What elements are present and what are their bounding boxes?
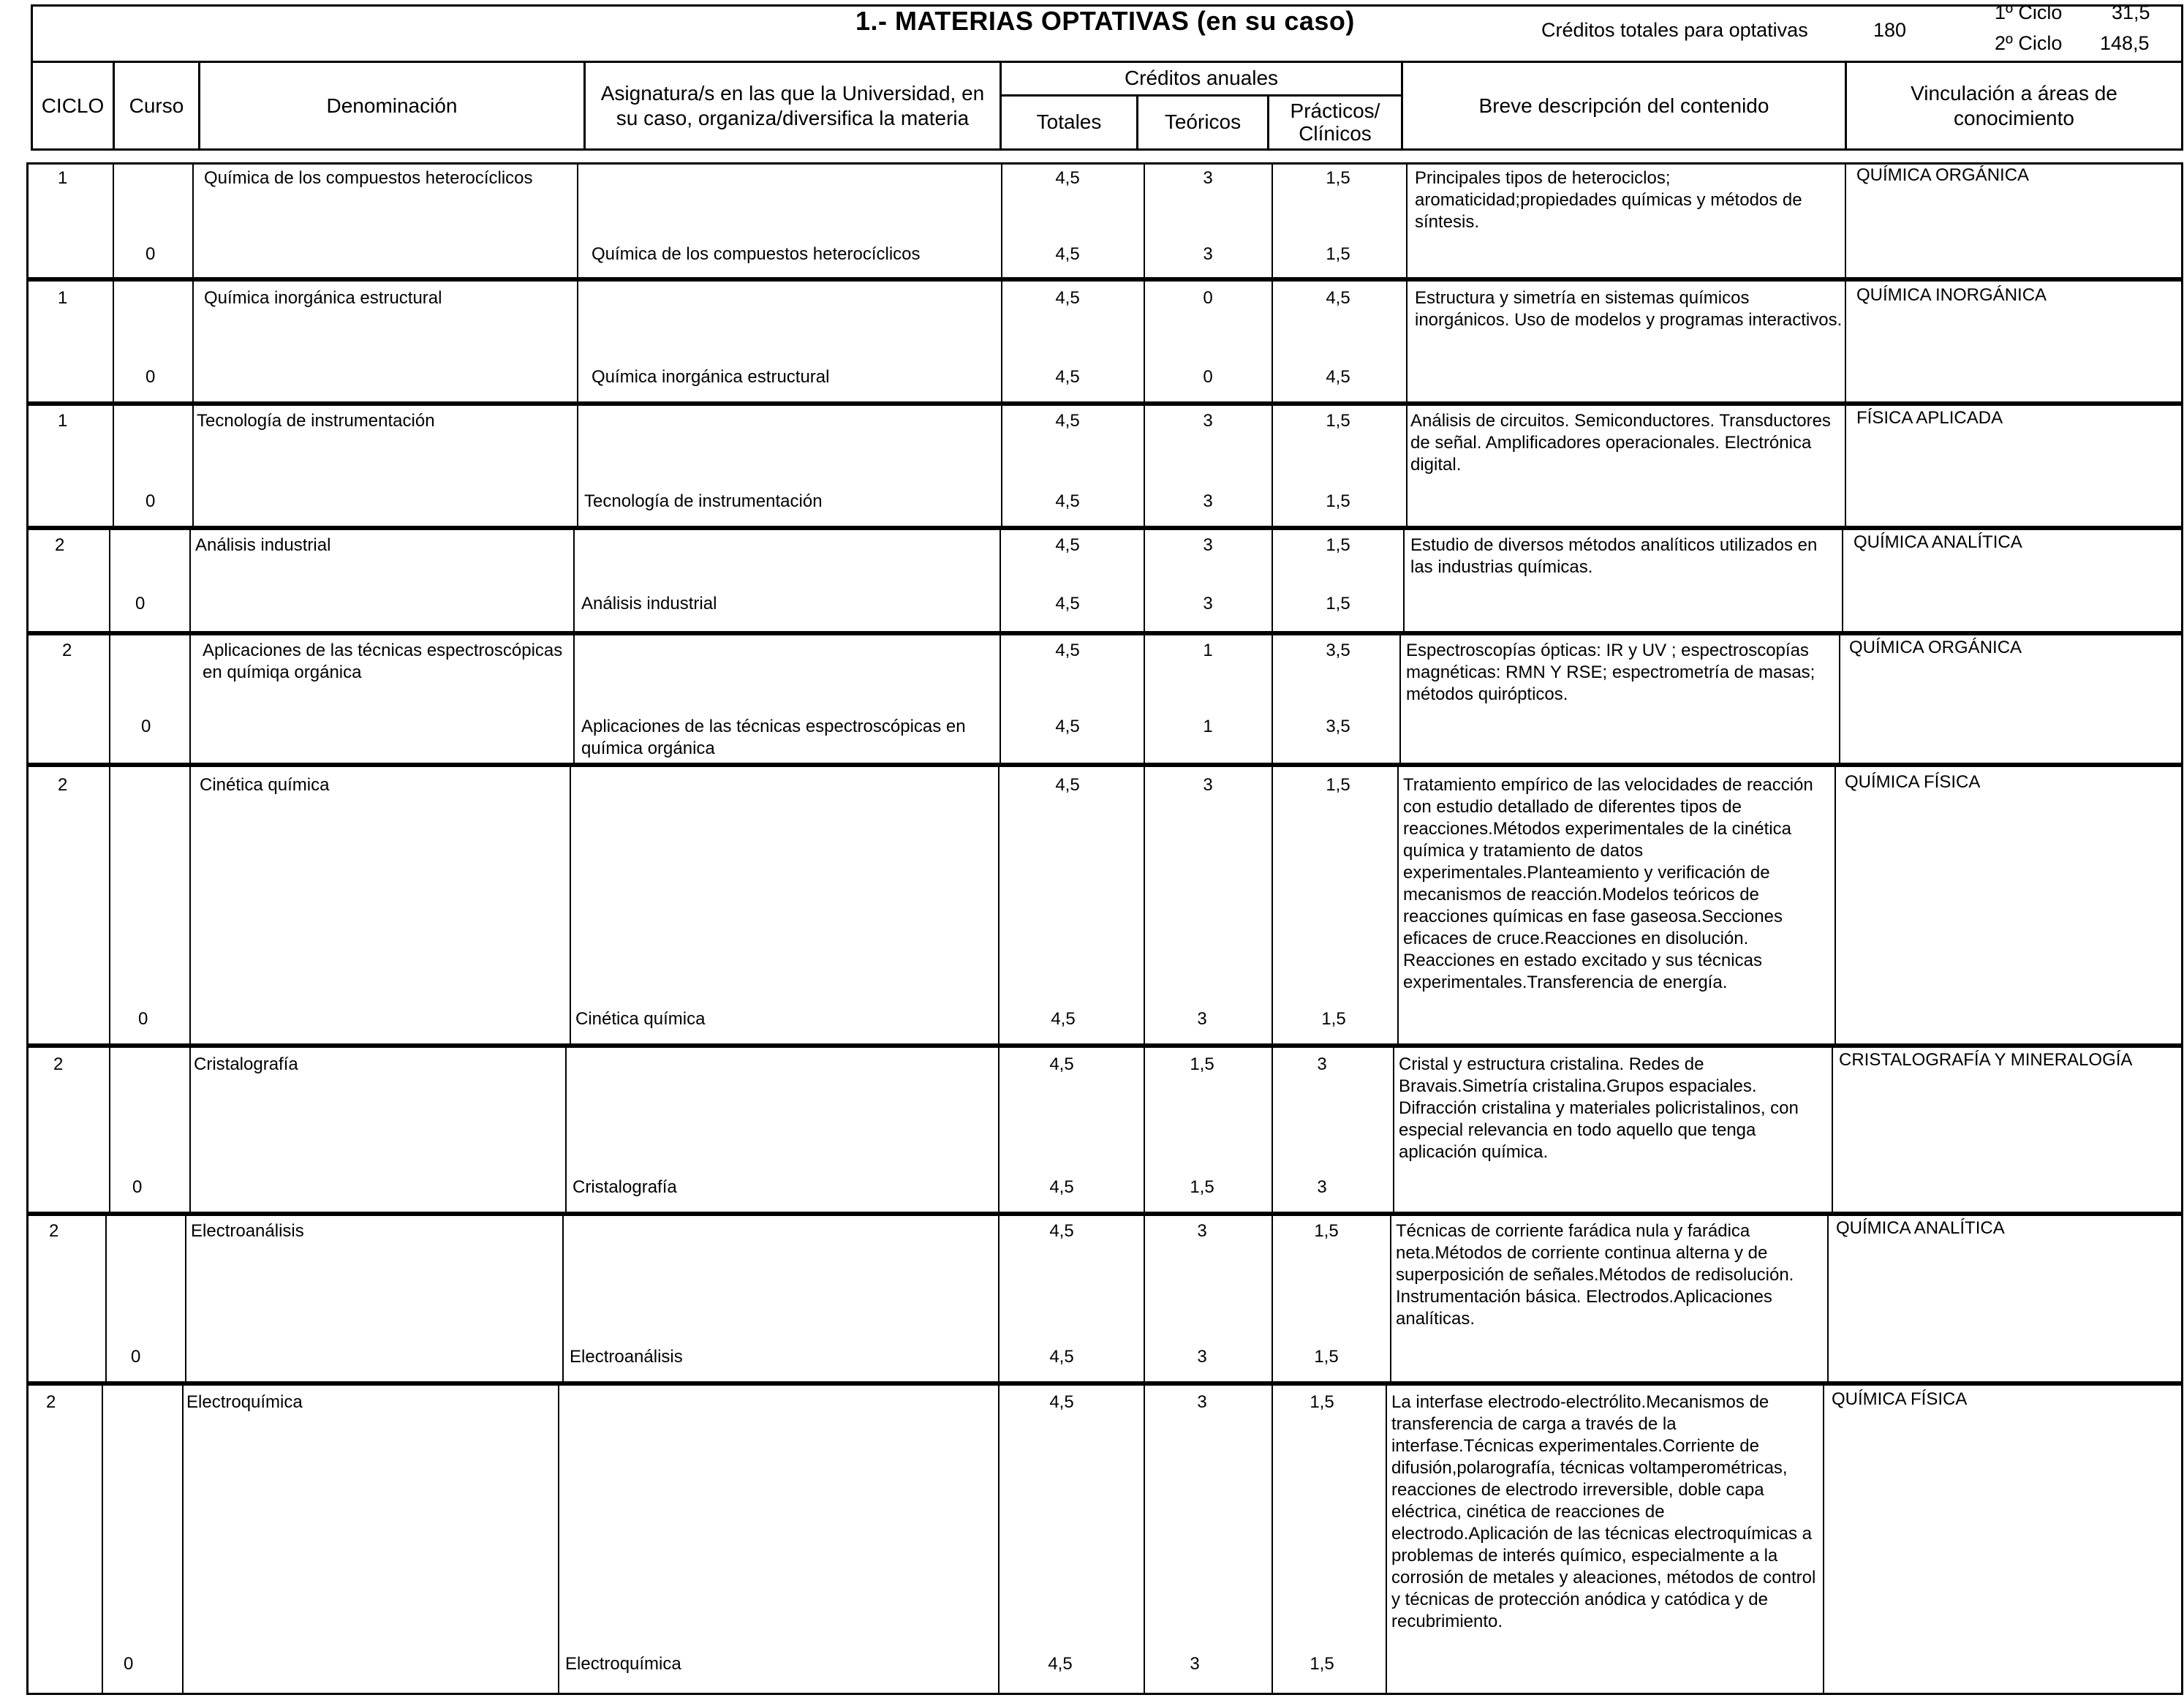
row-area: QUÍMICA ANALÍTICA <box>1854 532 2022 552</box>
row-totales: 4,5 <box>1055 535 1080 555</box>
col-practicos: Prácticos/ Clínicos <box>1267 94 1403 151</box>
row-ciclo: 2 <box>49 1221 59 1241</box>
row-asignatura: Análisis industrial <box>581 594 717 613</box>
row-curso: 0 <box>135 594 146 613</box>
row-asignatura: Química inorgánica estructural <box>592 367 830 387</box>
row-teoricos: 3 <box>1203 775 1213 795</box>
row-practicos: 1,5 <box>1326 775 1350 795</box>
row-area: QUÍMICA ANALÍTICA <box>1836 1218 2005 1238</box>
row-descripcion: Análisis de circuitos. Semiconductores. Transductores de señal. Amplificadores operacionales. Electrónica digital. <box>1410 411 1831 475</box>
row-asig-practicos: 1,5 <box>1326 594 1350 613</box>
row-curso: 0 <box>131 1347 141 1367</box>
col-descripcion: Breve descripción del contenido <box>1401 63 1847 151</box>
row-curso: 0 <box>146 491 156 511</box>
row-denominacion: Tecnología de instrumentación <box>197 411 435 431</box>
col-teoricos: Teóricos <box>1136 94 1269 151</box>
row-ciclo: 1 <box>58 288 68 308</box>
row-asig-practicos: 1,5 <box>1310 1654 1334 1674</box>
row-asig-totales: 4,5 <box>1055 244 1080 264</box>
col-totales: Totales <box>1000 94 1138 151</box>
row-teoricos: 3 <box>1203 168 1213 188</box>
table-row <box>26 1383 2183 1695</box>
row-asig-teoricos: 3 <box>1203 594 1213 613</box>
row-asig-teoricos: 3 <box>1203 244 1213 264</box>
row-asig-totales: 4,5 <box>1055 367 1080 387</box>
row-ciclo: 2 <box>46 1392 56 1412</box>
row-curso: 0 <box>146 244 156 264</box>
table-row <box>26 279 2183 404</box>
row-descripcion: Cristal y estructura cristalina. Redes de Bravais.Simetría cristalina.Grupos espaciales. Difracción cristalina y materiales policristalinos, con especial relevancia en todo aquello que tenga aplicación química. <box>1399 1054 1799 1162</box>
row-area: FÍSICA APLICADA <box>1856 408 2003 428</box>
row-asig-teoricos: 0 <box>1203 367 1213 387</box>
row-asignatura: Aplicaciones de las técnicas espectroscópicas en química orgánica <box>581 717 966 758</box>
page-title: 1.- MATERIAS OPTATIVAS (en su caso) <box>855 6 1355 36</box>
row-asig-practicos: 1,5 <box>1314 1347 1339 1367</box>
row-descripcion: La interfase electrodo-electrólito.Mecanismos de transferencia de carga a través de la interfase.Técnicas experimentales.Corriente de difusión,polarografía, técnicas voltamperométricas, reacciones de electrodo irreversible, doble capa eléctrica, cinética de reacciones de electrodo.Aplicación de las técnicas electroquímicas a problemas de interés químico, especialmente a la corrosión de metales y aleaciones, métodos de control y técnicas de protección anódica y catódica y de recubrimiento. <box>1391 1392 1816 1631</box>
row-asig-practicos: 1,5 <box>1326 491 1350 511</box>
table-row <box>26 162 2183 279</box>
row-practicos: 1,5 <box>1314 1221 1339 1241</box>
row-ciclo: 2 <box>62 641 72 660</box>
row-asig-teoricos: 3 <box>1190 1654 1200 1674</box>
row-teoricos: 3 <box>1197 1221 1207 1241</box>
row-totales: 4,5 <box>1055 775 1080 795</box>
row-teoricos: 3 <box>1203 535 1213 555</box>
table-row <box>26 633 2183 765</box>
row-area: QUÍMICA ORGÁNICA <box>1849 638 2022 657</box>
row-asig-teoricos: 3 <box>1197 1009 1207 1029</box>
col-denominacion: Denominación <box>198 63 586 151</box>
row-denominacion: Química inorgánica estructural <box>204 288 442 308</box>
row-asig-practicos: 1,5 <box>1321 1009 1346 1029</box>
row-denominacion: Análisis industrial <box>195 535 331 555</box>
row-denominacion: Electroquímica <box>186 1392 303 1412</box>
row-area: QUÍMICA FÍSICA <box>1845 772 1981 792</box>
row-asig-totales: 4,5 <box>1049 1347 1074 1367</box>
row-asig-teoricos: 3 <box>1203 491 1213 511</box>
row-descripcion: Tratamiento empírico de las velocidades de reacción con estudio detallado de diferentes tipos de reacciones.Métodos experimentales de la cinética química y tratamiento de datos experimentales.Planteamiento y verificación de mecanismos de reacción.Modelos teóricos de reacciones químicas en fase gaseosa.Secciones eficaces de cruce.Reacciones en disolución. Reacciones en estado excitado y sus técnicas experimentales.Transferencia de energía. <box>1403 775 1813 992</box>
row-totales: 4,5 <box>1055 288 1080 308</box>
row-practicos: 1,5 <box>1326 411 1350 431</box>
row-practicos: 3 <box>1317 1054 1327 1074</box>
row-asig-teoricos: 1 <box>1203 717 1213 736</box>
row-ciclo: 2 <box>58 775 68 795</box>
row-curso: 0 <box>146 367 156 387</box>
row-practicos: 4,5 <box>1326 288 1350 308</box>
row-area: QUÍMICA INORGÁNICA <box>1856 285 2047 305</box>
table-row <box>26 528 2183 633</box>
row-asig-teoricos: 1,5 <box>1190 1177 1214 1197</box>
row-ciclo: 2 <box>53 1054 64 1074</box>
row-ciclo: 2 <box>55 535 65 555</box>
col-ciclo: CICLO <box>31 63 115 151</box>
row-asig-practicos: 3,5 <box>1326 717 1350 736</box>
row-totales: 4,5 <box>1055 641 1080 660</box>
row-asig-practicos: 4,5 <box>1326 367 1350 387</box>
row-asig-totales: 4,5 <box>1051 1009 1076 1029</box>
row-asig-totales: 4,5 <box>1048 1654 1073 1674</box>
row-descripcion: Técnicas de corriente farádica nula y farádica neta.Métodos de corriente continua alterna y de superposición de señales.Métodos de redisolución. Instrumentación básica. Electrodos.Aplicaciones analíticas. <box>1396 1221 1794 1329</box>
row-curso: 0 <box>138 1009 148 1029</box>
row-denominacion: Electroanálisis <box>191 1221 304 1241</box>
row-ciclo: 1 <box>58 168 68 188</box>
row-totales: 4,5 <box>1049 1054 1074 1074</box>
row-denominacion: Cristalografía <box>194 1054 298 1074</box>
row-asig-practicos: 3 <box>1317 1177 1327 1197</box>
row-denominacion: Aplicaciones de las técnicas espectroscópicas en químiqa orgánica <box>203 641 563 682</box>
row-curso: 0 <box>141 717 151 736</box>
row-descripcion: Estudio de diversos métodos analíticos utilizados en las industrias químicas. <box>1410 535 1818 577</box>
row-asig-totales: 4,5 <box>1055 717 1080 736</box>
col-vinculacion: Vinculación a áreas de conocimiento <box>1845 63 2183 151</box>
cycle-2-label: 2º Ciclo <box>1995 32 2063 54</box>
row-curso: 0 <box>132 1177 143 1197</box>
col-creditos-anuales: Créditos anuales <box>1000 63 1403 97</box>
row-totales: 4,5 <box>1055 168 1080 188</box>
cycle-1-label: 1º Ciclo <box>1995 1 2063 23</box>
row-practicos: 1,5 <box>1326 535 1350 555</box>
row-asig-totales: 4,5 <box>1049 1177 1074 1197</box>
row-denominacion: Química de los compuestos heterocíclicos <box>204 168 533 188</box>
table-row <box>26 1214 2183 1383</box>
row-totales: 4,5 <box>1049 1221 1074 1241</box>
row-ciclo: 1 <box>58 411 68 431</box>
row-teoricos: 3 <box>1197 1392 1207 1412</box>
col-curso: Curso <box>113 63 200 151</box>
row-asignatura: Electroquímica <box>565 1654 681 1674</box>
row-area: QUÍMICA FÍSICA <box>1832 1389 1968 1409</box>
table-row <box>26 1046 2183 1214</box>
row-totales: 4,5 <box>1049 1392 1074 1412</box>
col-asignaturas: Asignatura/s en las que la Universidad, en su caso, organiza/diversifica la materia <box>583 63 1002 151</box>
row-teoricos: 3 <box>1203 411 1213 431</box>
row-asignatura: Electroanálisis <box>570 1347 683 1367</box>
row-area: CRISTALOGRAFÍA Y MINERALOGÍA <box>1839 1050 2133 1070</box>
row-asignatura: Tecnología de instrumentación <box>584 491 823 511</box>
total-credits-label: Créditos totales para optativas <box>1541 19 1808 41</box>
row-descripcion: Espectroscopías ópticas: IR y UV ; espectroscopías magnéticas: RMN Y RSE; espectrometría de masas; métodos quirópticos. <box>1406 641 1815 704</box>
row-teoricos: 0 <box>1203 288 1213 308</box>
row-practicos: 1,5 <box>1326 168 1350 188</box>
row-asignatura: Cinética química <box>575 1009 706 1029</box>
row-practicos: 3,5 <box>1326 641 1350 660</box>
row-teoricos: 1,5 <box>1190 1054 1214 1074</box>
row-asig-totales: 4,5 <box>1055 594 1080 613</box>
table-row <box>26 765 2183 1046</box>
row-descripcion: Estructura y simetría en sistemas químicos inorgánicos. Uso de modelos y programas interactivos. <box>1415 288 1843 330</box>
row-curso: 0 <box>124 1654 134 1674</box>
row-asig-totales: 4,5 <box>1055 491 1080 511</box>
row-asignatura: Química de los compuestos heterocíclicos <box>592 244 921 264</box>
row-teoricos: 1 <box>1203 641 1213 660</box>
cycle-1-value: 31,5 <box>2112 1 2150 23</box>
row-totales: 4,5 <box>1055 411 1080 431</box>
row-practicos: 1,5 <box>1310 1392 1334 1412</box>
row-denominacion: Cinética química <box>200 775 330 795</box>
row-asig-practicos: 1,5 <box>1326 244 1350 264</box>
table-row <box>26 404 2183 528</box>
row-descripcion: Principales tipos de heterociclos; aromaticidad;propiedades químicas y métodos de síntesis. <box>1415 168 1802 232</box>
row-asig-teoricos: 3 <box>1197 1347 1207 1367</box>
row-area: QUÍMICA ORGÁNICA <box>1856 165 2030 185</box>
total-credits-value: 180 <box>1873 19 1907 41</box>
row-asignatura: Cristalografía <box>573 1177 677 1197</box>
cycle-2-value: 148,5 <box>2100 32 2150 54</box>
